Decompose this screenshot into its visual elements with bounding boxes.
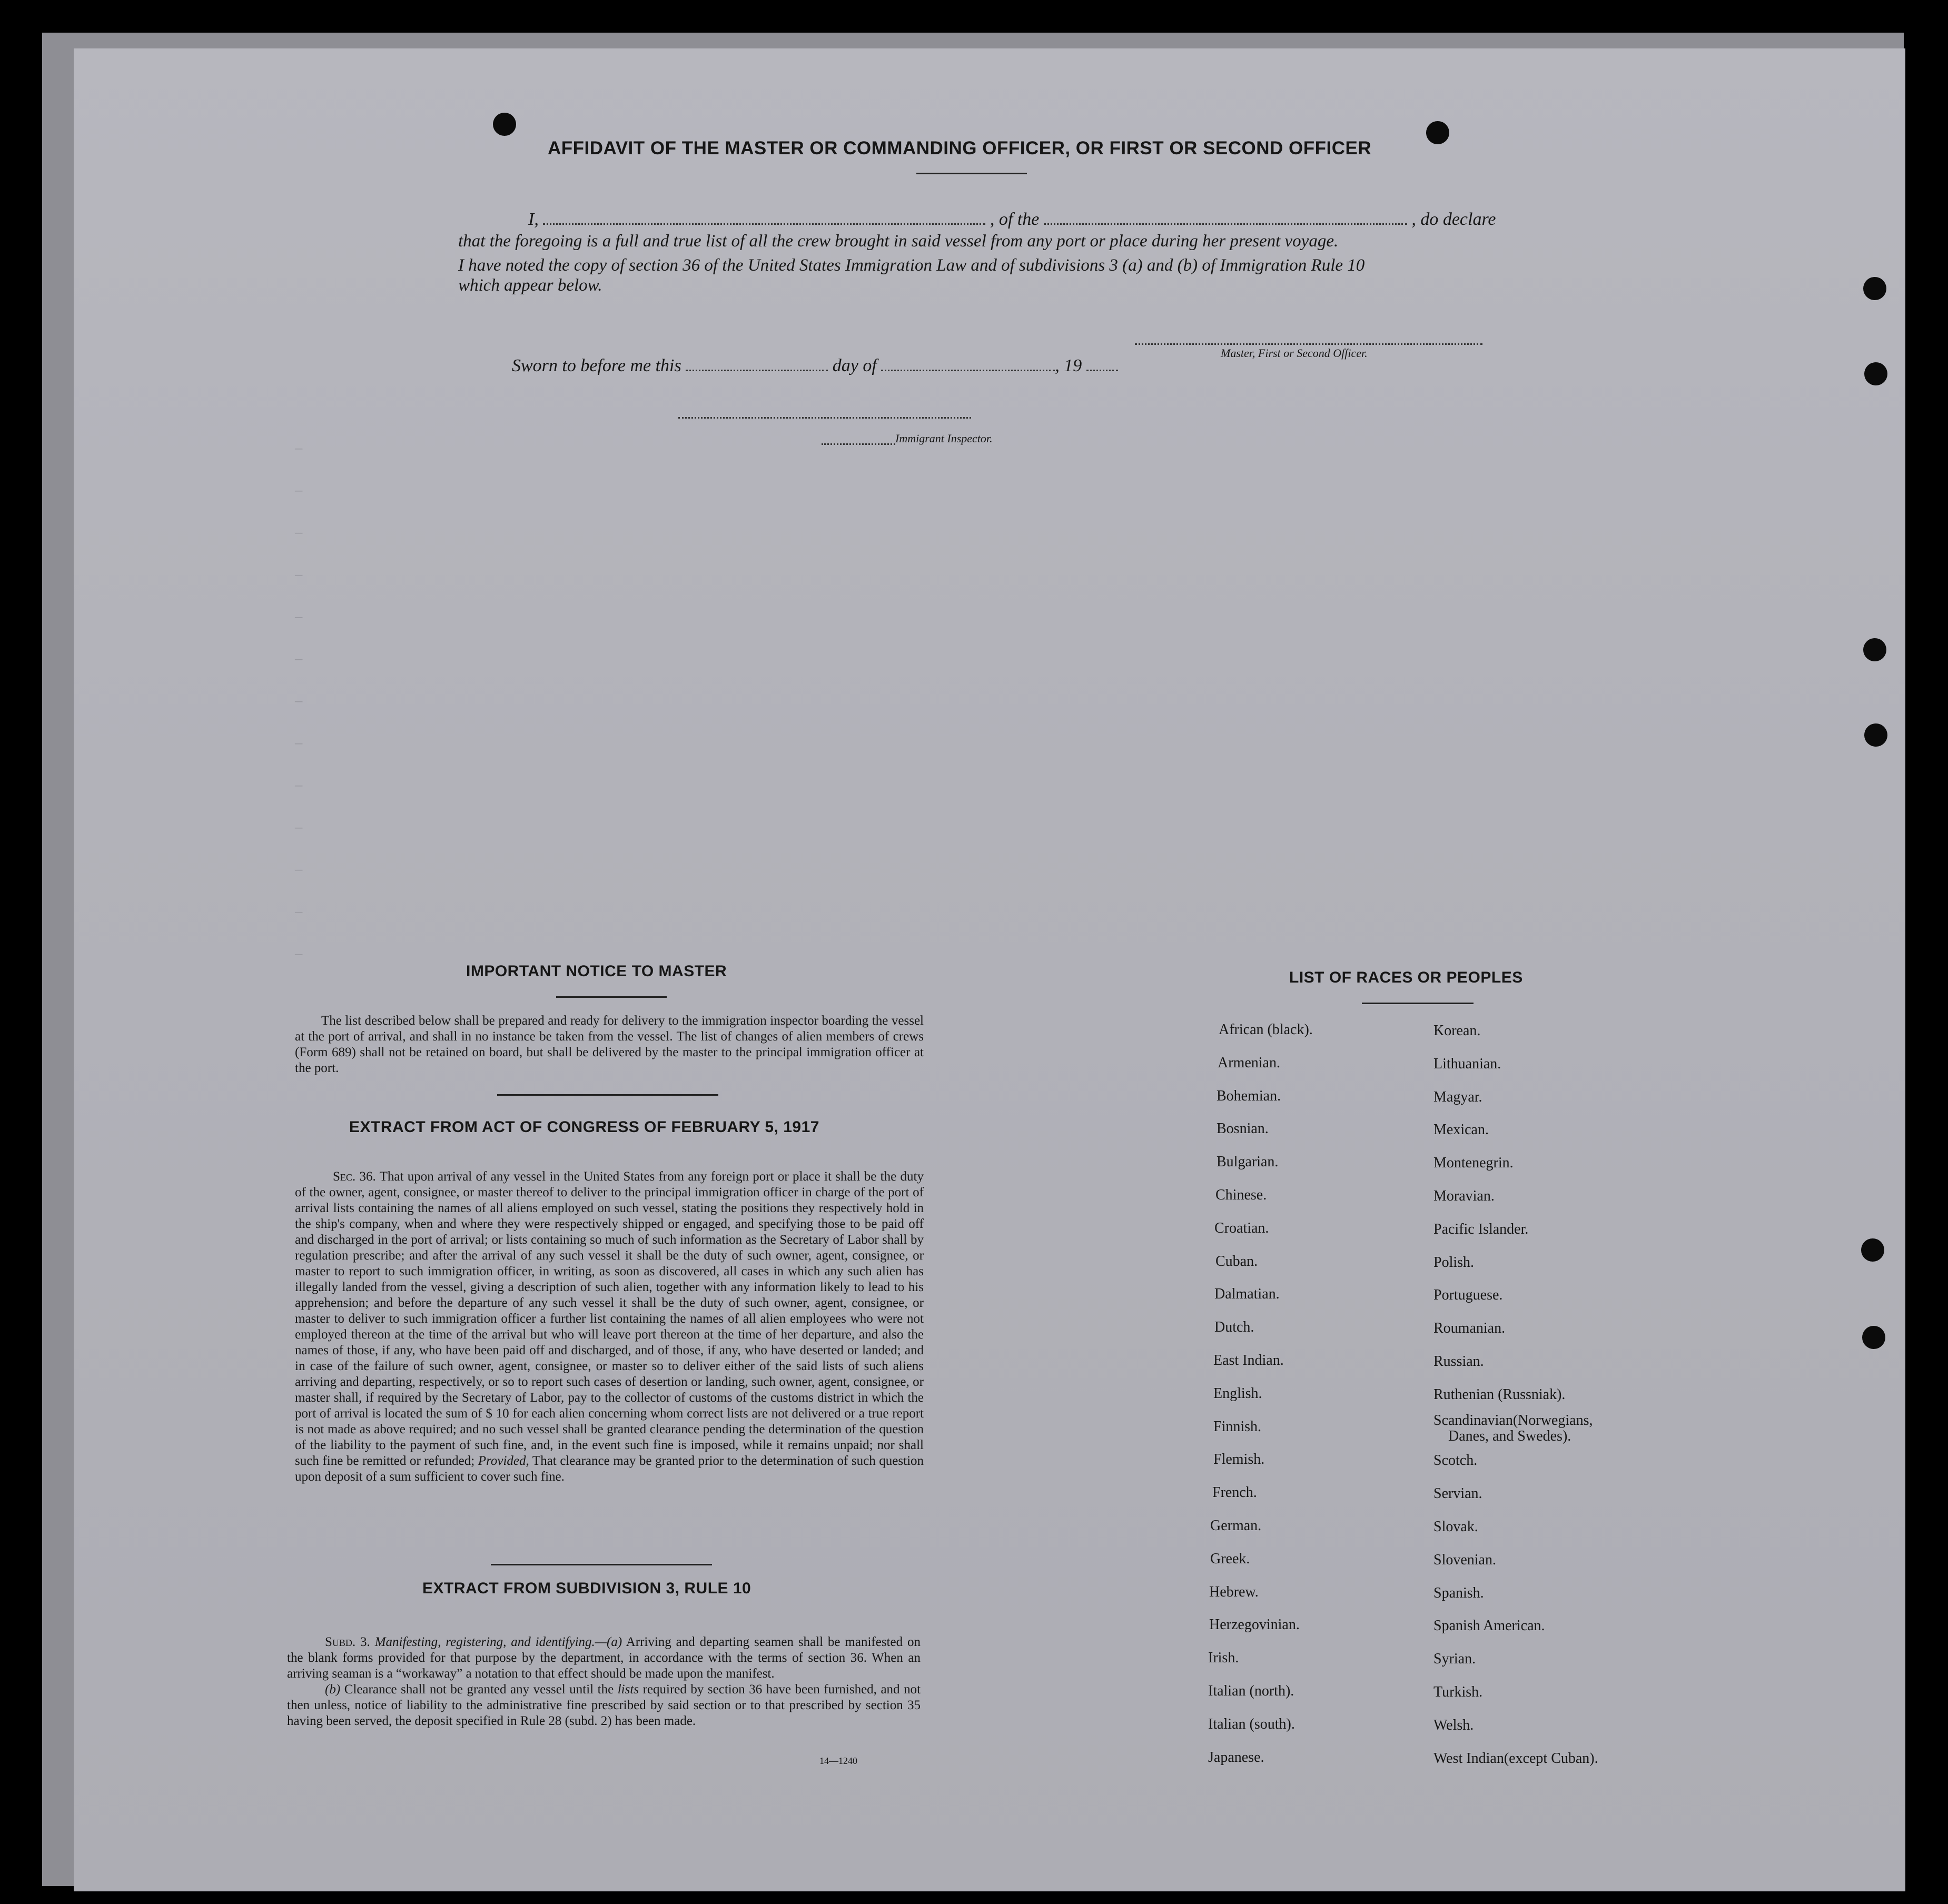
sworn-year-prefix: , 19 (1055, 356, 1082, 375)
race-item: Bosnian. (1217, 1120, 1269, 1137)
affidavit-title-rule (916, 173, 1027, 174)
punch-hole (1861, 1238, 1884, 1262)
race-item: Hebrew. (1209, 1583, 1259, 1600)
race-item: Welsh. (1433, 1717, 1474, 1733)
race-item: Montenegrin. (1433, 1155, 1514, 1172)
notice-title: IMPORTANT NOTICE TO MASTER (466, 963, 727, 980)
punch-hole (1864, 362, 1887, 385)
affidavit-title: AFFIDAVIT OF THE MASTER OR COMMANDING OFFICER, OR FIRST OR SECOND OFFICER (548, 138, 1372, 158)
rule-subd-label: Subd. 3. (325, 1635, 370, 1649)
act-title: EXTRACT FROM ACT OF CONGRESS OF FEBRUARY 5, 1917 (349, 1118, 819, 1136)
act-proviso-label: Provided, (478, 1454, 529, 1468)
race-item: Finnish. (1213, 1418, 1262, 1435)
notice-divider (497, 1094, 718, 1096)
sworn-date-field[interactable] (686, 370, 828, 371)
bleed-through-mark: — (295, 821, 303, 836)
race-item: Portuguese. (1433, 1287, 1503, 1304)
affidavit-declare-label: , do declare (1411, 210, 1496, 229)
race-item: Spanish American. (1433, 1618, 1545, 1634)
race-item: Armenian. (1218, 1054, 1280, 1071)
bleed-through-mark: — (295, 611, 303, 625)
rule-text-b-2: required by section 36 have been furnished, and not then unless, notice of liability to the administrative fine prescribed by said section or to that prescribed by section 35 having been served, the deposit specified in Rule 28 (subd. 2) has been made. (287, 1682, 921, 1728)
punch-hole (1426, 121, 1449, 144)
affidavit-of-the-label: , of the (990, 210, 1040, 229)
affidavit-line-4: which appear below. (458, 276, 602, 295)
sworn-day-of: day of (832, 356, 877, 375)
race-item: Italian (north). (1208, 1683, 1294, 1699)
race-item: Chinese. (1215, 1187, 1267, 1203)
race-item: Danes, and Swedes). (1448, 1427, 1571, 1444)
punch-hole (1862, 1326, 1885, 1349)
race-item: Dalmatian. (1214, 1286, 1280, 1303)
races-title: LIST OF RACES OR PEOPLES (1289, 969, 1523, 986)
race-item: Scotch. (1433, 1452, 1478, 1469)
act-sec-label: Sec. 36. (333, 1169, 376, 1184)
affidavit-i-label: I, (528, 210, 539, 229)
race-item: Roumanian. (1433, 1320, 1506, 1337)
race-item: Russian. (1433, 1353, 1484, 1370)
race-item: Slovak. (1433, 1519, 1478, 1535)
race-item: Bulgarian. (1217, 1154, 1279, 1171)
vessel-name-field[interactable] (1044, 223, 1407, 225)
rule-title: EXTRACT FROM SUBDIVISION 3, RULE 10 (422, 1580, 751, 1597)
race-item: Ruthenian (Russniak). (1433, 1386, 1566, 1403)
bleed-through-mark: — (295, 906, 303, 920)
affidavit-line-1 (528, 210, 1496, 230)
race-item: Irish. (1208, 1650, 1239, 1667)
race-item: Cuban. (1215, 1253, 1258, 1270)
race-item: Korean. (1433, 1023, 1481, 1039)
act-body: That upon arrival of any vessel in the United States from any foreign port or place it shall be the duty of the owner, agent, consignee, or master thereof to deliver to the principal immigration officer in charge of the port of arrival lists containing the names of all aliens employed on such vessel, stating the positions they respectively hold in the ship's company, when and where they were respectively shipped or engaged, and specifying those to be paid off and discharged in the port of arrival; or lists containing so much of such information as the Secretary of Labor shall by regulation prescribe; and after the arrival of any such vessel it shall be the duty of such owner, agent, consignee, or master to report to such immigration officer, in writing, as soon as discovered, all cases in which any such alien has illegally landed from the vessel, giving a description of such alien, together with any information likely to lead to his apprehension; and before the departure of any such vessel it shall be the duty of such owner, agent, consignee, or master to deliver to such immigration officer a further list containing the names of all alien employees who were not employed thereon at the time of the arrival but who will leave port thereon at the time of her departure, and also the names of those, if any, who have been paid off and discharged, and of those, if any, who have deserted or landed; and in case of the failure of such owner, agent, consignee, or master so to deliver either of the said lists of such aliens arriving and departing, respectively, or so to report such cases of desertion or landing, such owner, agent, consignee, or master shall, if required by the Secretary of Labor, pay to the collector of customs of the customs district in which the port of arrival is located the sum of $ 10 for each alien concerning whom correct lists are not delivered or a true report is not made as above required; and no such vessel shall be granted clearance pending the determination of the question of the liability to the payment of such fine, and, in the event such fine is imposed, while it remains unpaid; nor shall such fine be remitted or refunded; (295, 1169, 924, 1468)
notice-title-rule (556, 996, 667, 998)
sworn-line (512, 356, 1118, 376)
bleed-through-mark: — (295, 737, 303, 751)
rule-text-b-lists: lists (617, 1682, 639, 1697)
act-text (295, 1169, 924, 1485)
master-signature-label: Master, First or Second Officer. (1221, 346, 1368, 360)
affidavit-line-3: I have noted the copy of section 36 of the United States Immigration Law and of subdivisions 3 (a) and (b) of Immigration Rule 10 (458, 256, 1365, 275)
race-item: Spanish. (1433, 1584, 1484, 1601)
race-item: French. (1212, 1484, 1257, 1501)
act-divider (491, 1564, 712, 1565)
race-item: Syrian. (1433, 1651, 1476, 1668)
bleed-through-mark: — (295, 484, 303, 499)
race-item: West Indian(except Cuban). (1433, 1750, 1598, 1767)
bleed-through-mark: — (295, 527, 303, 541)
race-item: Italian (south). (1208, 1715, 1295, 1732)
race-item: Croatian. (1214, 1219, 1269, 1236)
notice-text: The list described below shall be prepared and ready for delivery to the immigration inspector boarding the vessel at the port of arrival, and shall in no instance be taken from the vessel. The list of changes of alien members of crews (Form 689) shall not be retained on board, but shall be delivered by the master to the principal immigration officer at the port. (295, 1014, 924, 1075)
race-item: Greek. (1210, 1550, 1250, 1567)
inspector-label: Immigrant Inspector. (895, 432, 993, 445)
race-item: Servian. (1433, 1485, 1482, 1502)
race-item: German. (1210, 1518, 1262, 1534)
affidavit-line-2: that the foregoing is a full and true list of all the crew brought in said vessel from any port or place during her present voyage. (458, 232, 1339, 251)
race-item: Mexican. (1433, 1122, 1489, 1138)
bleed-through-mark: — (295, 864, 303, 878)
bleed-through-mark: — (295, 653, 303, 667)
rule-b-label: (b) (325, 1682, 341, 1697)
bleed-through-mark: — (295, 948, 303, 962)
bleed-through-mark: — (295, 779, 303, 794)
inspector-signature-line[interactable] (678, 417, 971, 419)
race-item: Slovenian. (1433, 1551, 1496, 1568)
inspector-signature-line-2[interactable] (822, 443, 895, 445)
race-item: Lithuanian. (1433, 1055, 1501, 1072)
races-title-rule (1362, 1003, 1474, 1004)
sworn-month-field[interactable] (881, 370, 1055, 371)
race-item: Polish. (1433, 1254, 1475, 1271)
race-item: Bohemian. (1217, 1087, 1281, 1104)
race-item: Japanese. (1208, 1749, 1264, 1766)
rule-text-b-1: Clearance shall not be granted any vessel until the (344, 1682, 614, 1697)
race-item: Dutch. (1214, 1319, 1254, 1336)
master-signature-line[interactable] (1135, 343, 1482, 345)
punch-hole (493, 113, 516, 136)
race-item: East Indian. (1213, 1352, 1284, 1368)
race-item: African (black). (1219, 1022, 1313, 1038)
race-item: Pacific Islander. (1433, 1221, 1529, 1237)
sworn-prefix: Sworn to before me this (512, 356, 681, 375)
form-number: 14—1240 (819, 1756, 857, 1766)
race-item: Herzegovinian. (1209, 1617, 1300, 1633)
sworn-year-field[interactable] (1086, 370, 1118, 371)
act-proviso-text: That clearance may be granted prior to the determination of such question upon deposit of a sum sufficient to cover such fine. (295, 1454, 924, 1484)
rule-text-a: Arriving and departing seamen shall be manifested on the blank forms provided for that purpose by the department, in accordance with the terms of section 36. When an arriving seaman is a “workaway” a notation to that effect should be made upon the manifest. (287, 1635, 921, 1681)
race-item: Flemish. (1213, 1451, 1265, 1468)
race-item: Turkish. (1433, 1684, 1483, 1700)
punch-hole (1864, 723, 1887, 747)
race-item: Magyar. (1433, 1088, 1482, 1105)
rule-text (287, 1634, 921, 1729)
race-item: English. (1213, 1385, 1262, 1402)
race-item: Moravian. (1433, 1188, 1495, 1204)
punch-hole (1863, 277, 1886, 300)
race-item: Scandinavian(Norwegians, (1433, 1412, 1593, 1429)
punch-hole (1863, 638, 1886, 661)
bleed-through-mark: — (295, 442, 303, 457)
bleed-through-mark: — (295, 569, 303, 583)
master-name-field[interactable] (543, 223, 985, 225)
document-page (74, 48, 1905, 1891)
bleed-through-mark: — (295, 695, 303, 709)
rule-subd-heading: Manifesting, registering, and identifying.—(a) (374, 1635, 622, 1649)
